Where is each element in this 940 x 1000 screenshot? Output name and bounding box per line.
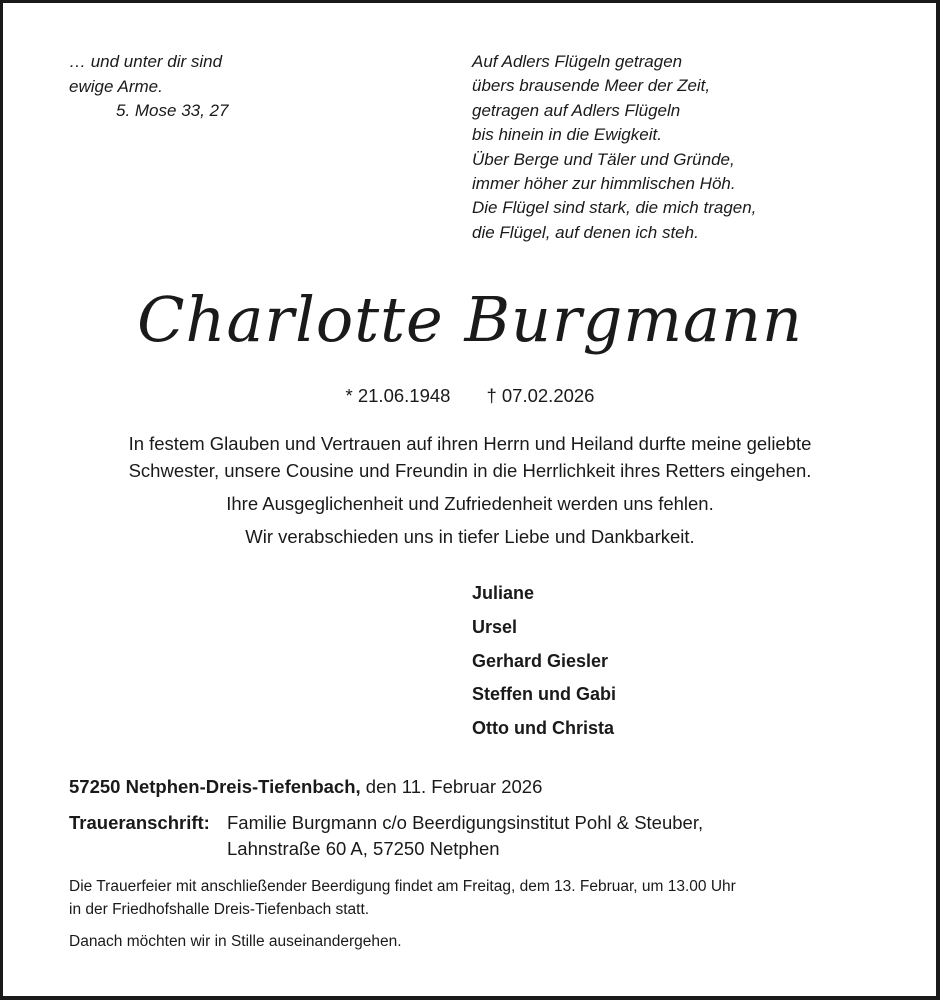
message-line: In festem Glauben und Vertrauen auf ihren Herrn und Heiland durfte meine geliebte bbox=[128, 433, 812, 454]
service-info bbox=[69, 875, 736, 953]
address-line: Lahnstraße 60 A, 57250 Netphen bbox=[227, 838, 500, 859]
poem-line: Auf Adlers Flügeln getragen bbox=[472, 52, 683, 71]
poem-line: Die Flügel sind stark, die mich tragen, bbox=[472, 198, 757, 218]
bible-verse-line: … und unter dir sind bbox=[69, 52, 223, 71]
death-date: † 07.02.2026 bbox=[486, 385, 595, 406]
poem bbox=[472, 50, 756, 245]
poem-line: bis hinein in die Ewigkeit. bbox=[472, 125, 662, 145]
bible-verse-reference: 5. Mose 33, 27 bbox=[116, 101, 229, 120]
address-line: Familie Burgmann c/o Beerdigungsinstitut Pohl & Steuber, bbox=[227, 812, 704, 833]
life-dates bbox=[0, 384, 940, 408]
poem-line: übers brausende Meer der Zeit, bbox=[472, 76, 711, 96]
poem-line: getragen auf Adlers Flügeln bbox=[472, 100, 681, 120]
place-and-date bbox=[69, 775, 542, 799]
service-line: Danach möchten wir in Stille auseinandergehen. bbox=[69, 933, 402, 950]
message-line: Ihre Ausgeglichenheit und Zufriedenheit werden uns fehlen. bbox=[226, 493, 714, 514]
bible-verse bbox=[69, 50, 228, 124]
poem-line: Über Berge und Täler und Gründe, bbox=[472, 149, 735, 169]
bible-verse-line: ewige Arme. bbox=[69, 76, 163, 96]
message-line: Schwester, unsere Cousine und Freundin in die Herrlichkeit ihres Retters eingehen. bbox=[128, 460, 812, 481]
address-label: Traueranschrift: bbox=[69, 812, 210, 833]
poem-line: die Flügel, auf denen ich steh. bbox=[472, 222, 699, 242]
mourner-name: Steffen und Gabi bbox=[472, 684, 616, 705]
place: 57250 Netphen-Dreis-Tiefenbach, bbox=[69, 776, 361, 797]
service-line: in der Friedhofshalle Dreis-Tiefenbach statt. bbox=[69, 901, 370, 918]
service-line: Die Trauerfeier mit anschließender Beerdigung findet am Freitag, dem 13. Februar, um 13.00 Uhr bbox=[69, 878, 736, 895]
birth-date: * 21.06.1948 bbox=[345, 385, 451, 406]
message-line: Wir verabschieden uns in tiefer Liebe und Dankbarkeit. bbox=[245, 526, 695, 547]
mourner-name: Juliane bbox=[472, 583, 535, 603]
deceased-name: Charlotte Burgmann bbox=[137, 283, 803, 356]
mourner-name: Gerhard Giesler bbox=[472, 650, 609, 671]
mourner-name: Ursel bbox=[472, 616, 518, 637]
mourner-name: Otto und Christa bbox=[472, 718, 614, 739]
mourners-list bbox=[472, 577, 616, 746]
condolence-address bbox=[69, 810, 703, 862]
mourning-message bbox=[30, 430, 910, 550]
poem-line: immer höher zur himmlischen Höh. bbox=[472, 174, 736, 194]
date: den 11. Februar 2026 bbox=[365, 776, 543, 797]
